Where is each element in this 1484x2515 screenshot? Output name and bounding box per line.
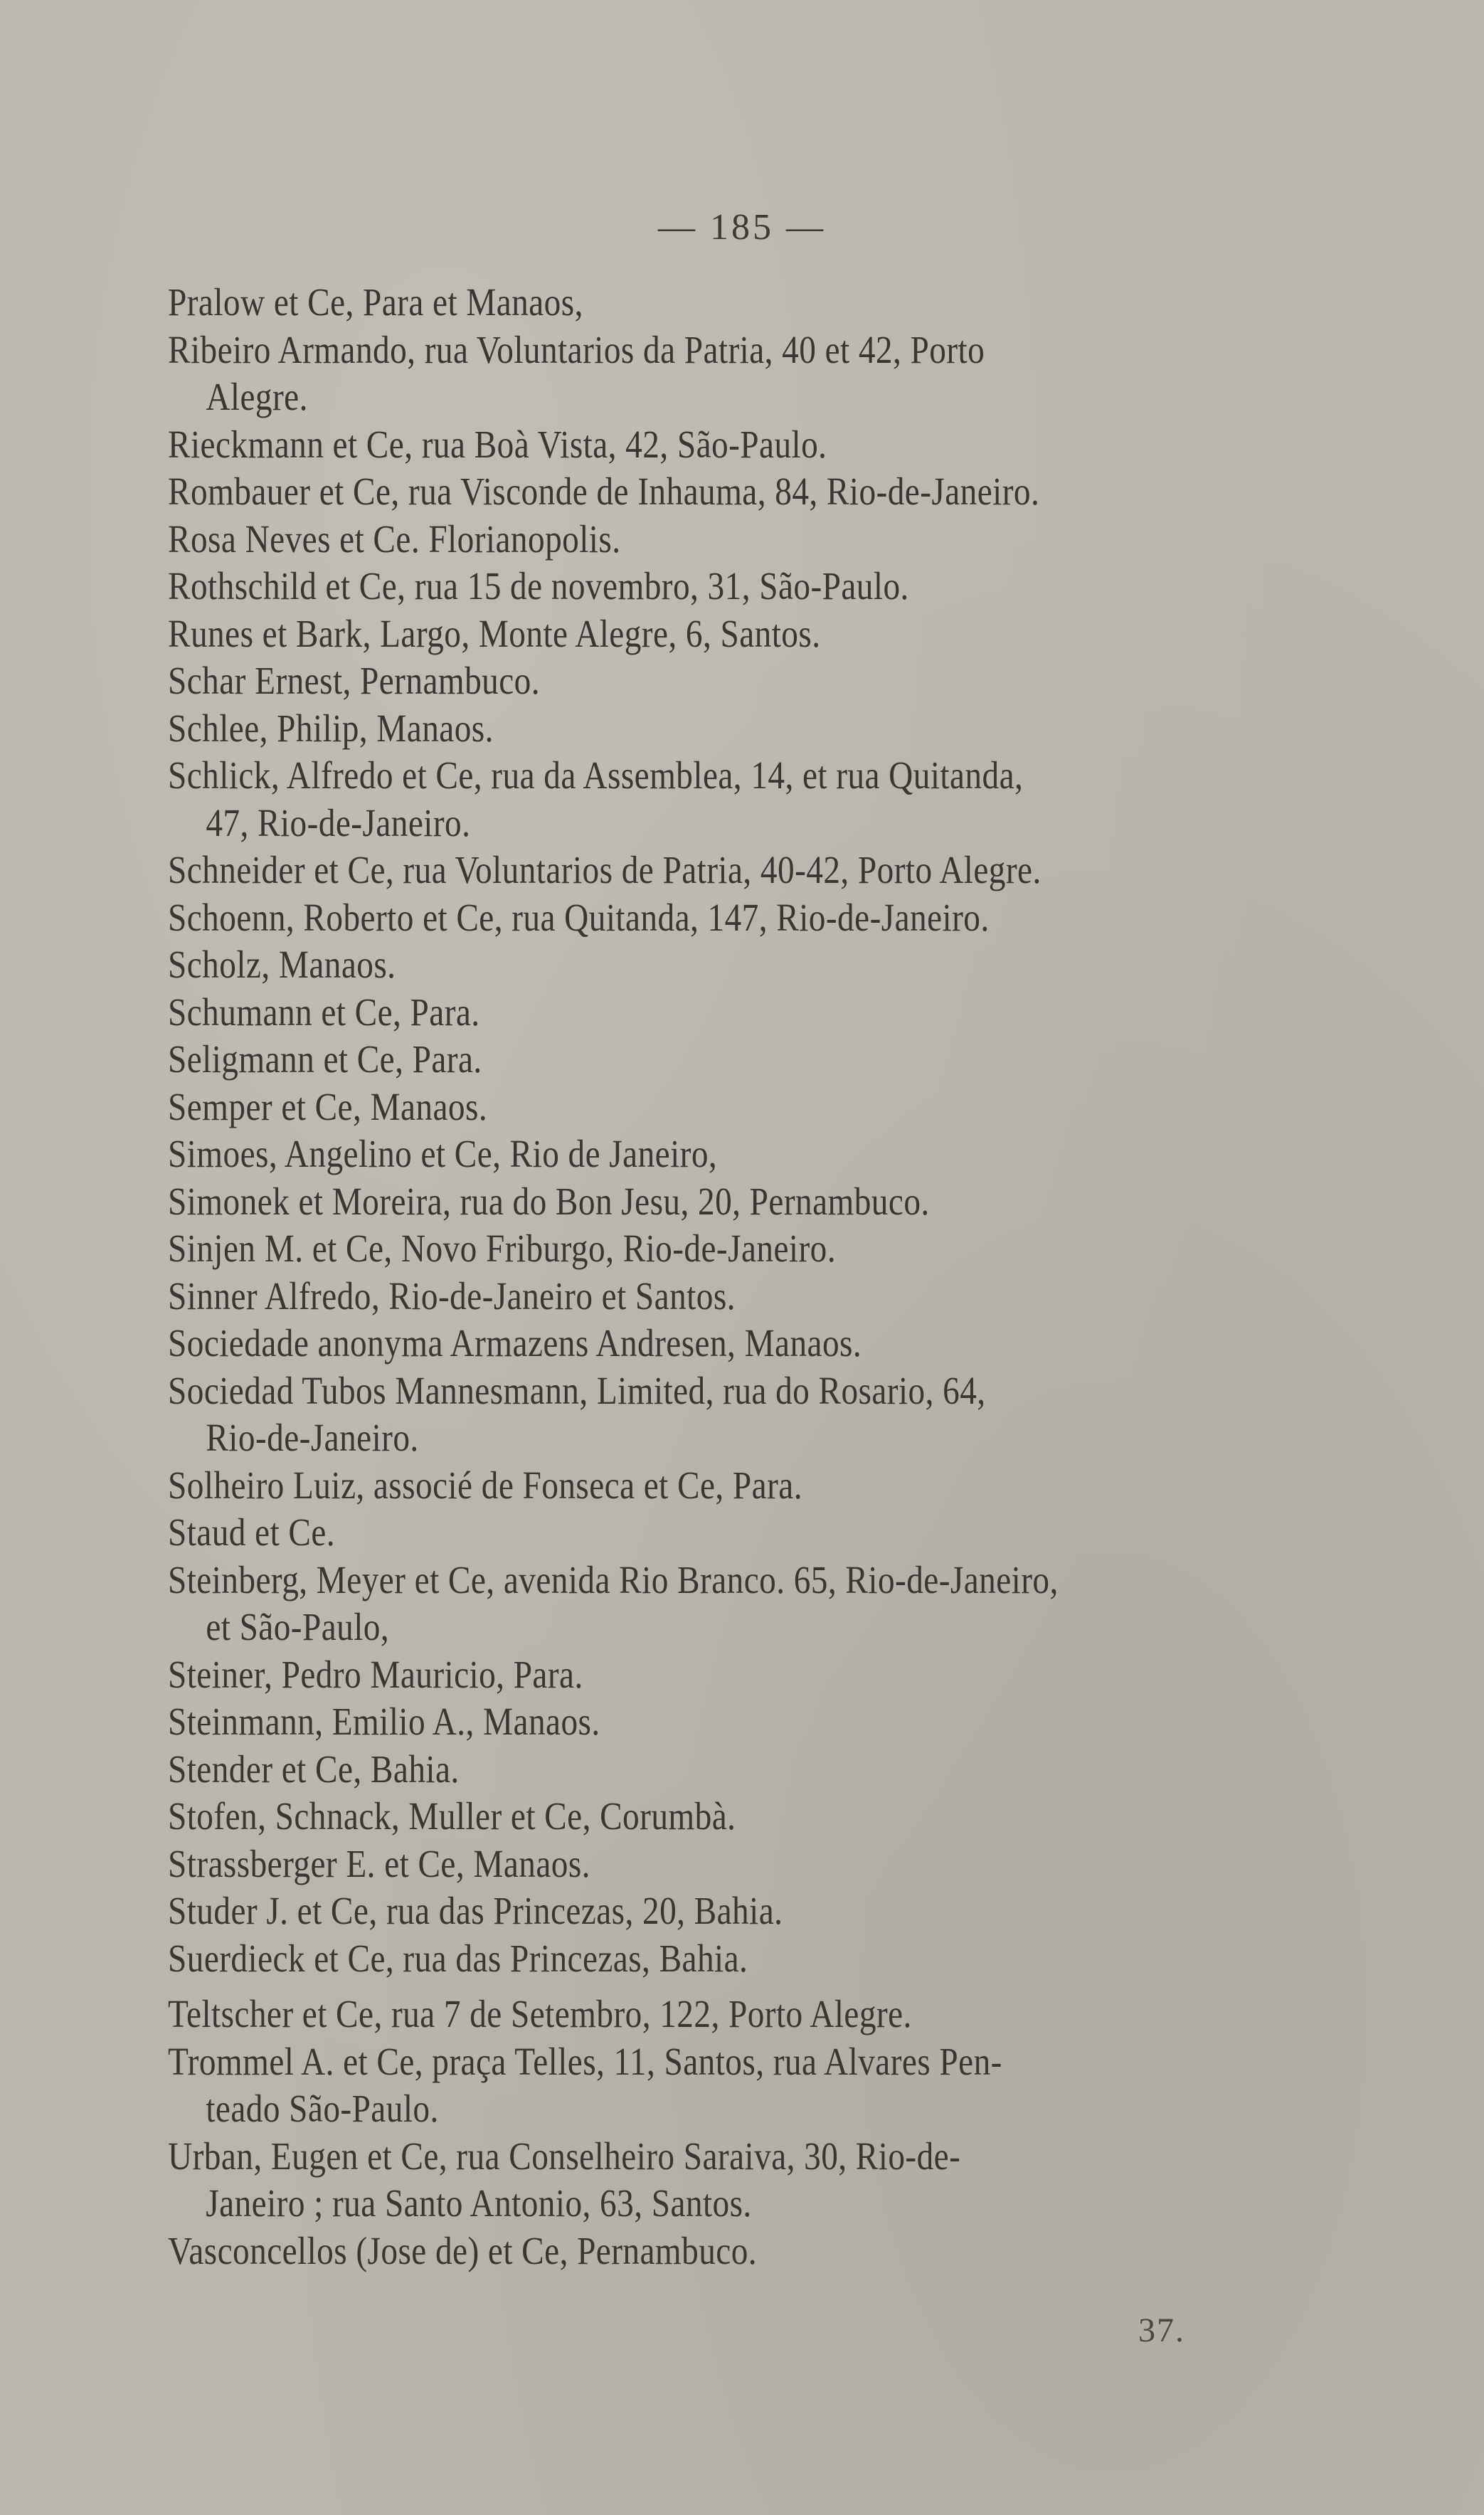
entry-line: Teltscher et Ce, rua 7 de Setembro, 122, Porto Alegre.: [168, 1992, 912, 2035]
entry-line: Schumann et Ce, Para.: [168, 990, 480, 1034]
entry-line-continuation: 47, Rio-de-Janeiro.: [206, 800, 471, 844]
entry-line: Semper et Ce, Manaos.: [168, 1084, 488, 1128]
entry-line: Schlee, Philip, Manaos.: [168, 706, 494, 750]
entry-line: Strassberger E. et Ce, Manaos.: [168, 1841, 590, 1885]
entry-line: Steinmann, Emilio A., Manaos.: [168, 1700, 600, 1743]
directory-entries: [168, 279, 1292, 2275]
entry-line-continuation: et São-Paulo,: [206, 1605, 390, 1648]
entry-line: Ribeiro Armando, rua Voluntarios da Patria, 40 et 42, Porto: [168, 327, 985, 371]
entry-line: Vasconcellos (Jose de) et Ce, Pernambuco.: [168, 2228, 758, 2272]
entry-line: Steiner, Pedro Mauricio, Para.: [168, 1652, 583, 1696]
entry-line: Steinberg, Meyer et Ce, avenida Rio Branco. 65, Rio-de-Janeiro,: [168, 1557, 1059, 1601]
entry-line: Trommel A. et Ce, praça Telles, 11, Santos, rua Alvares Pen-: [168, 2039, 1002, 2083]
entry-line: Simoes, Angelino et Ce, Rio de Janeiro,: [168, 1132, 718, 1175]
entry-line: Scholz, Manaos.: [168, 943, 396, 986]
entry-line: Simonek et Moreira, rua do Bon Jesu, 20, Pernambuco.: [168, 1179, 930, 1223]
entry-line: Schoenn, Roberto et Ce, rua Quitanda, 147, Rio-de-Janeiro.: [168, 895, 990, 939]
entry-line-continuation: Alegre.: [206, 375, 308, 418]
signature-mark-footer: 37.: [1138, 2312, 1185, 2349]
entry-line: Stender et Ce, Bahia.: [168, 1747, 460, 1791]
entry-line: Runes et Bark, Largo, Monte Alegre, 6, Santos.: [168, 611, 821, 655]
entry-line: Stofen, Schnack, Muller et Ce, Corumbà.: [168, 1794, 736, 1838]
entry-line-continuation: Janeiro ; rua Santo Antonio, 63, Santos.: [206, 2181, 752, 2225]
entry-line: Rieckmann et Ce, rua Boà Vista, 42, São-Paulo.: [168, 422, 827, 466]
entry-line-continuation: Rio-de-Janeiro.: [206, 1416, 419, 1459]
page-number-header: — 185 —: [658, 207, 826, 248]
entry-line: Sinjen M. et Ce, Novo Friburgo, Rio-de-Janeiro.: [168, 1227, 836, 1270]
entry-line: Schneider et Ce, rua Voluntarios de Patria, 40-42, Porto Alegre.: [168, 848, 1042, 891]
entry-line: Sinner Alfredo, Rio-de-Janeiro et Santos.: [168, 1274, 736, 1318]
entry-line: Pralow et Ce, Para et Manaos,: [168, 280, 583, 324]
entry-line: Sociedade anonyma Armazens Andresen, Manaos.: [168, 1321, 862, 1365]
entry-line-continuation: teado São-Paulo.: [206, 2087, 439, 2130]
entry-line: Sociedad Tubos Mannesmann, Limited, rua do Rosario, 64,: [168, 1368, 986, 1412]
entry-line: Rombauer et Ce, rua Visconde de Inhauma, 84, Rio-de-Janeiro.: [168, 470, 1040, 513]
entry-line: Suerdieck et Ce, rua das Princezas, Bahia.: [168, 1936, 748, 1980]
entry-line: Schlick, Alfredo et Ce, rua da Assemblea, 14, et rua Quitanda,: [168, 753, 1024, 797]
entry-line: Seligmann et Ce, Para.: [168, 1037, 482, 1081]
entry-line: Solheiro Luiz, associé de Fonseca et Ce, Para.: [168, 1463, 802, 1507]
entry-line: Studer J. et Ce, rua das Princezas, 20, Bahia.: [168, 1889, 783, 1932]
entry-line: Urban, Eugen et Ce, rua Conselheiro Saraiva, 30, Rio-de-: [168, 2134, 961, 2178]
entry-line: Schar Ernest, Pernambuco.: [168, 659, 541, 702]
entry-line: Rosa Neves et Ce. Florianopolis.: [168, 517, 621, 561]
entry-line: Rothschild et Ce, rua 15 de novembro, 31, São-Paulo.: [168, 564, 909, 608]
entry-line: Staud et Ce.: [168, 1510, 336, 1554]
